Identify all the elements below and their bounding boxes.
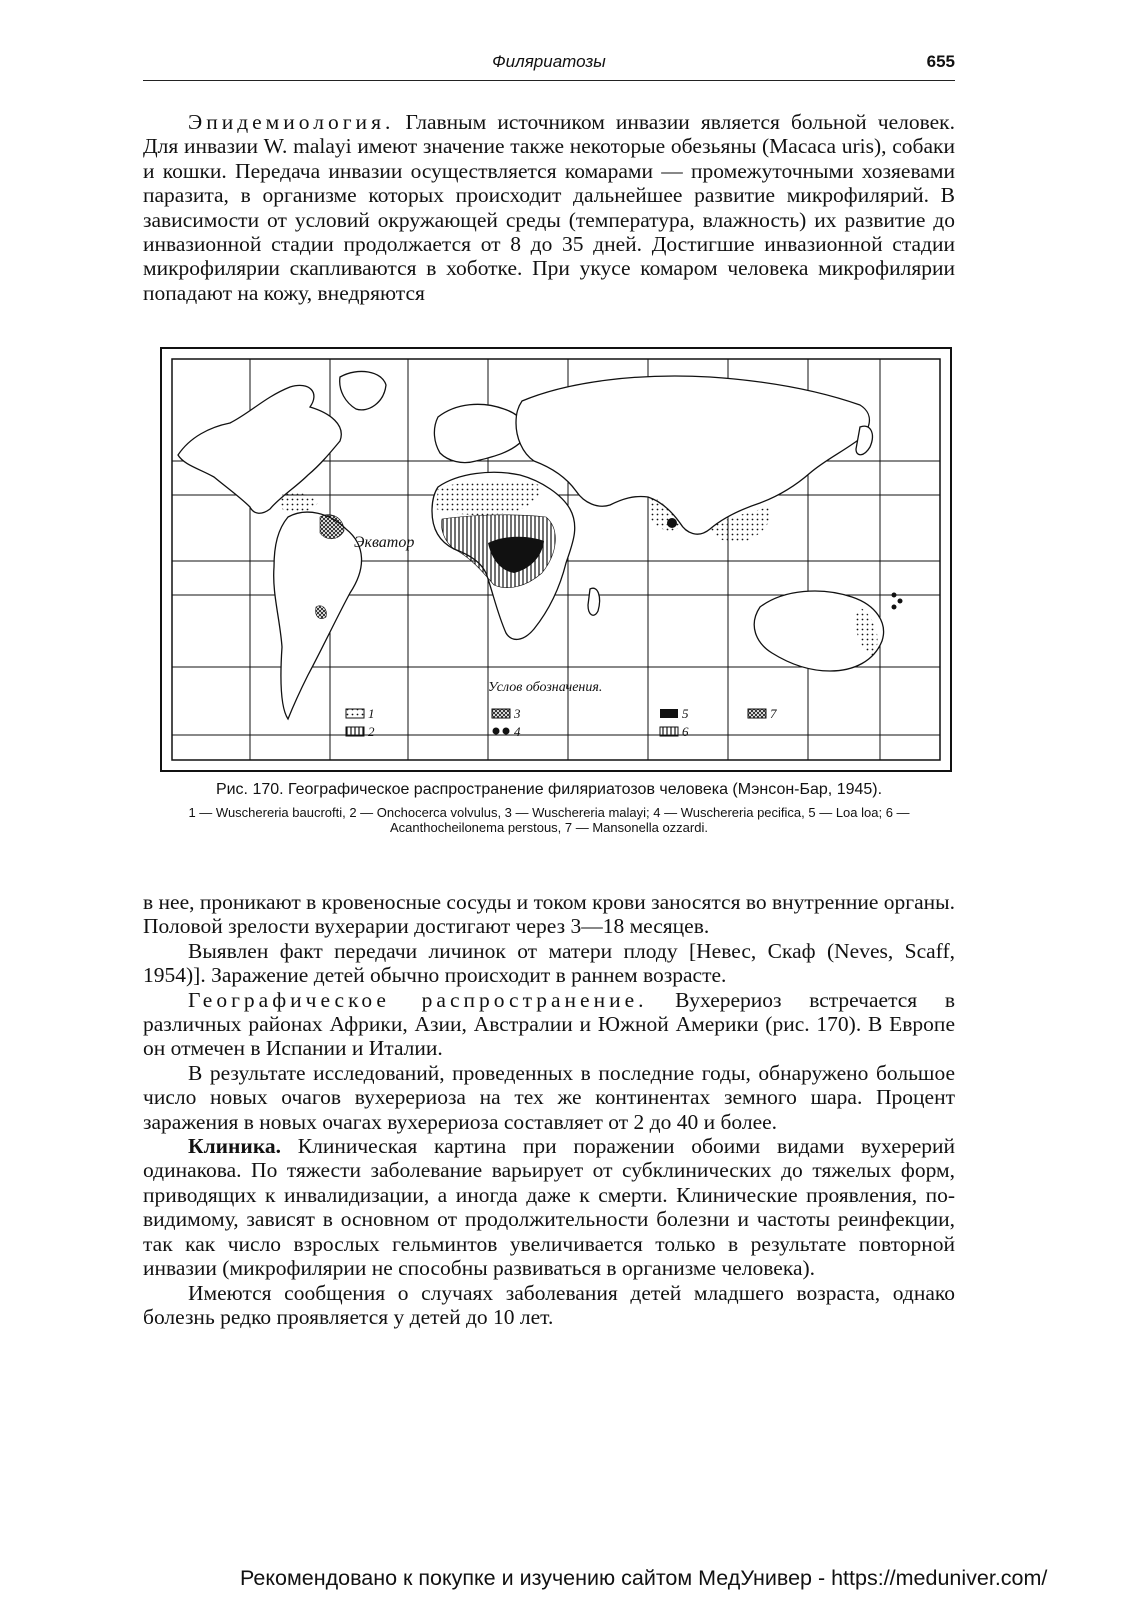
legend-label-7: 7 [770,706,777,721]
paragraph-children: Имеются сообщения о случаях заболевания детей младшего возраста, однако болезнь редко проявляется у детей до 10 лет. [143,1280,955,1329]
clinic-heading: Клиника. [188,1134,282,1159]
legend-label-3: 3 [514,706,521,721]
zone-ceylon-dots [667,518,677,528]
equator-label: Экватор [354,534,415,551]
distribution-map-figure [160,347,952,772]
geography-body: Вухерериоз встречается в различных районах Африки, Азии, Австралии и Южной Америки (рис. 170). В Европе он отмечен в Испании и Италии. [143,987,955,1061]
paragraph-research: В результате исследований, проведенных в последние годы, обнаружено большое число новых очагов вухерериоза на тех же континентах земного шара. Процент заражения в новых очагах вухерериоза составляет от 2 до 40 и более. [143,1060,955,1134]
north-america [178,385,341,513]
legend-label-2: 2 [368,724,375,739]
legend-swatch-3 [492,709,510,718]
zone-south-america-north [320,515,344,539]
paragraph-transmission: Выявлен факт передачи личинок от матери плоду [Невес, Скаф (Neves, Scaff, 1954)]. Заражение детей обычно происходит в раннем возрасте. [143,938,955,988]
running-title: Филяриатозы [492,52,606,71]
top-text [143,110,955,305]
page-header [143,50,955,81]
legend-swatch-6 [660,727,678,736]
legend-swatch-5 [660,709,678,718]
epidemiology-paragraph [143,110,955,305]
legend-title: Услов обозначения. [488,680,603,695]
geography-heading: Географическое распространение. [188,987,648,1012]
greenland [340,371,386,409]
clinic-body: Клиническая картина при поражении обоими видами вухерерий одинакова. По тяжести заболевание варьирует от субклинических до тяжелых форм, приводящих к инвалидизации, а иногда даже к смерти. Клинические проявления, по-видимому, зависят в основном от продолжительности болезни и частоты реинфекции, так как число взрослых гельминтов увеличивается только в результате повторной инвазии (микрофилярии не способны развиваться в организме человека). [143,1134,955,1281]
zone-pacific-dot-2 [898,599,903,604]
epidemiology-heading: Эпидемиология. [188,110,395,134]
caption-legend: 1 — Wuschereria baucrofti, 2 — Onchocerca volvulus, 3 — Wuschereria malayi; 4 — Wuschereria pecifica, 5 — Loa loa; 6 — Acanthocheilonema perstous, 7 — Mansonella ozzardi. [188,805,910,835]
legend-label-4: 4 [514,724,521,739]
clinic-paragraph [143,1134,955,1280]
paragraph-continuation: в нее, проникают в кровеносные сосуды и током крови заносятся во внутренние органы. Половой зрелости вухерарии достигают через 3—18 месяцев. [143,890,955,939]
page-number: 655 [926,52,955,71]
world-map [170,357,942,762]
madagascar [588,588,600,615]
footer-recommendation: Рекомендовано к покупке и изучению сайтом МедУнивер - https://meduniver.com/ [240,1566,1048,1590]
zone-pacific-dot-1 [892,593,897,598]
legend-swatch-1 [346,709,364,718]
legend-swatch-4a [493,728,500,735]
legend-label-1: 1 [368,706,375,721]
legend-label-5: 5 [682,706,689,721]
legend-items [346,706,777,739]
figure-caption [143,780,955,835]
geography-paragraph [143,988,955,1061]
caption-main: Рис. 170. Географическое распространение филяриатозов человека (Мэнсон-Бар, 1945). [215,781,883,798]
legend-swatch-7 [748,709,766,718]
legend-swatch-4b [503,728,510,735]
europe [434,404,525,462]
bottom-text [143,890,955,1329]
legend-label-6: 6 [682,724,689,739]
zone-pacific-dot-3 [892,605,897,610]
legend-swatch-2 [346,727,364,736]
epidemiology-body: Главным источником инвазии является больной человек. Для инвазии W. malayi имеют значение также некоторые обезьяны (Macaca uris), собаки и кошки. Передача инвазии осуществляется комарами — промежуточными хозяевами паразита, в организме которых происходит дальнейшее развитие микрофилярий. В зависимости от условий окружающей среды (температура, влажность) их развитие до инвазионной стадии продолжается от 8 до 35 дней. Достигшие инвазионной стадии микрофилярии скапливаются в хоботке. При укусе комаром человека микрофилярии попадают на кожу, внедряются [143,110,955,305]
